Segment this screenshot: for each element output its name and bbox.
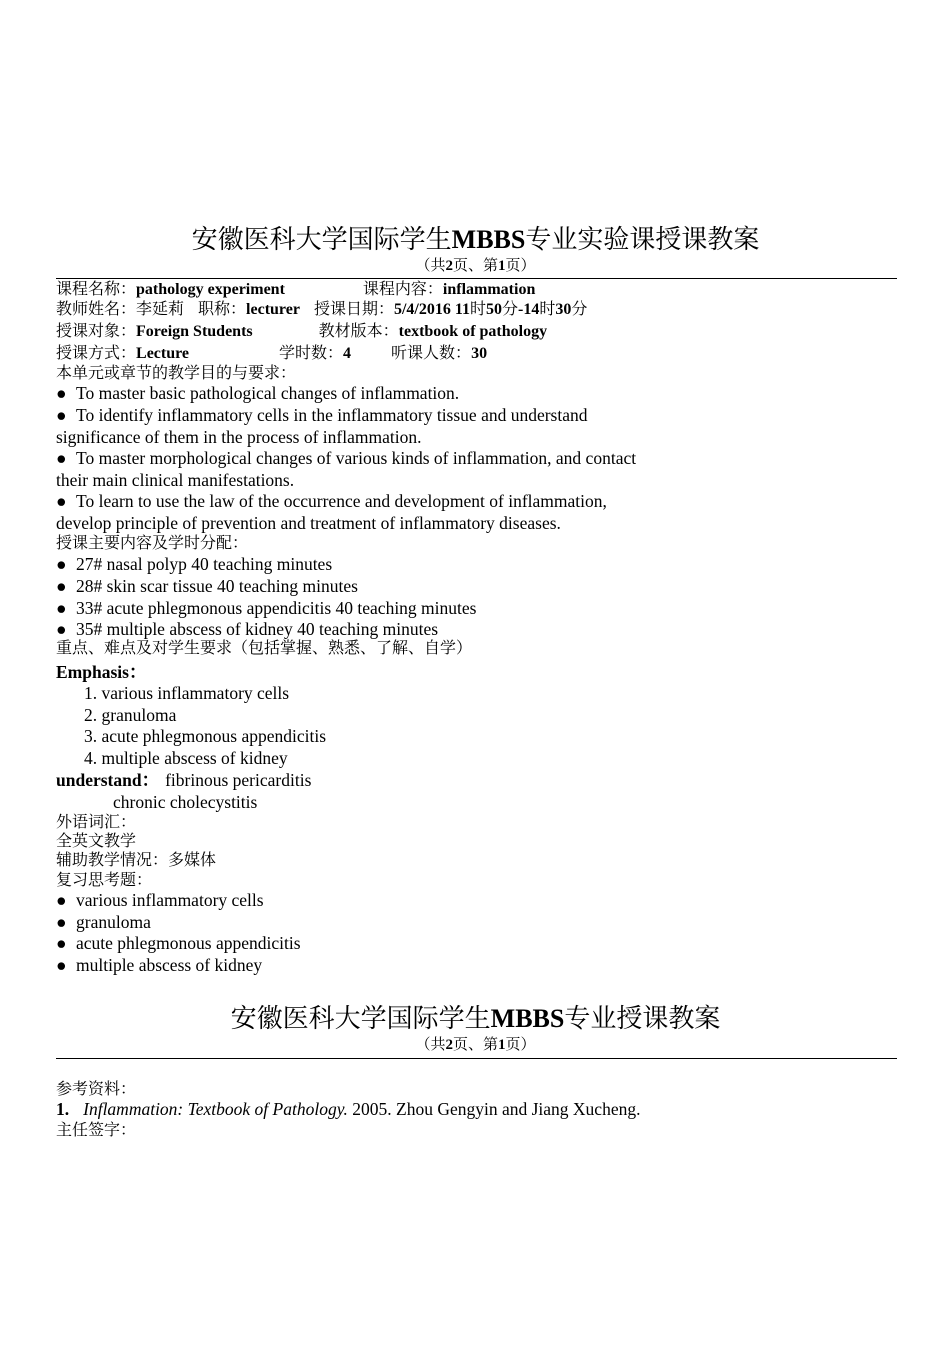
reference-item: 1. Inflammation: Textbook of Pathology. 2005. Zhou Gengyin and Jiang Xucheng.	[56, 1099, 641, 1119]
list-item: ● To identify inflammatory cells in the inflammatory tissue and understand	[56, 405, 588, 425]
key-points-heading: 重点、难点及对学生要求（包括掌握、熟悉、了解、自学）	[56, 640, 473, 657]
second-document-title: 安徽医科大学国际学生MBBS专业授课教案	[230, 1004, 721, 1033]
list-item: ● To learn to use the law of the occurrence and development of inflammation,	[56, 491, 607, 511]
list-item: ● granuloma	[56, 912, 151, 932]
second-header-rule	[56, 1058, 897, 1059]
list-item: 3. acute phlegmonous appendicitis	[84, 726, 327, 746]
list-item: ● various inflammatory cells	[56, 890, 264, 910]
list-item-continuation: develop principle of prevention and treatment of inflammatory diseases.	[56, 513, 561, 533]
vocab-label: 外语词汇：	[56, 814, 137, 831]
list-item: ● To master morphological changes of various kinds of inflammation, and contact	[56, 448, 637, 468]
method-info-line: 授课方式：Lecture 学时数：4 听课人数：30	[56, 345, 488, 362]
teacher-info-line: 教师姓名：李延莉 职称：lecturer 授课日期：5/4/2016 11时50分-14时30分	[56, 301, 588, 318]
list-item: ● 27# nasal polyp 40 teaching minutes	[56, 554, 333, 574]
header-rule	[56, 278, 897, 279]
document-title: 安徽医科大学国际学生MBBS专业实验课授课教案	[191, 225, 760, 254]
list-item: ● To master basic pathological changes of inflammation.	[56, 383, 460, 403]
understand-line: understand： fibrinous pericarditis	[56, 770, 312, 790]
list-item: 2. granuloma	[84, 705, 177, 725]
audience-info-line: 授课对象：Foreign Students 教材版本：textbook of pathology	[56, 323, 548, 340]
list-item-continuation: their main clinical manifestations.	[56, 470, 295, 490]
list-item: ● acute phlegmonous appendicitis	[56, 933, 301, 953]
list-item: ● multiple abscess of kidney	[56, 955, 263, 975]
list-item-continuation: significance of them in the process of inflammation.	[56, 427, 422, 447]
list-item: ● 33# acute phlegmonous appendicitis 40 teaching minutes	[56, 598, 477, 618]
references-heading: 参考资料：	[56, 1081, 137, 1098]
emphasis-label: Emphasis：	[56, 662, 147, 682]
course-info-line: 课程名称：pathology experiment 课程内容：inflammation	[56, 281, 536, 298]
page-count: （共2页、第1页）	[415, 258, 536, 274]
list-item: 1. various inflammatory cells	[84, 683, 290, 703]
teaching-aids: 辅助教学情况：多媒体	[56, 852, 217, 869]
list-item: chronic cholecystitis	[113, 792, 258, 812]
list-item: ● 35# multiple abscess of kidney 40 teaching minutes	[56, 619, 439, 639]
review-heading: 复习思考题：	[56, 872, 153, 889]
objectives-heading: 本单元或章节的教学目的与要求：	[56, 365, 297, 382]
list-item: ● 28# skin scar tissue 40 teaching minutes	[56, 576, 358, 596]
vocab-value: 全英文教学	[56, 833, 137, 850]
list-item: 4. multiple abscess of kidney	[84, 748, 288, 768]
second-page-count: （共2页、第1页）	[415, 1037, 536, 1053]
signature-label: 主任签字：	[56, 1122, 137, 1139]
content-heading: 授课主要内容及学时分配：	[56, 535, 249, 552]
